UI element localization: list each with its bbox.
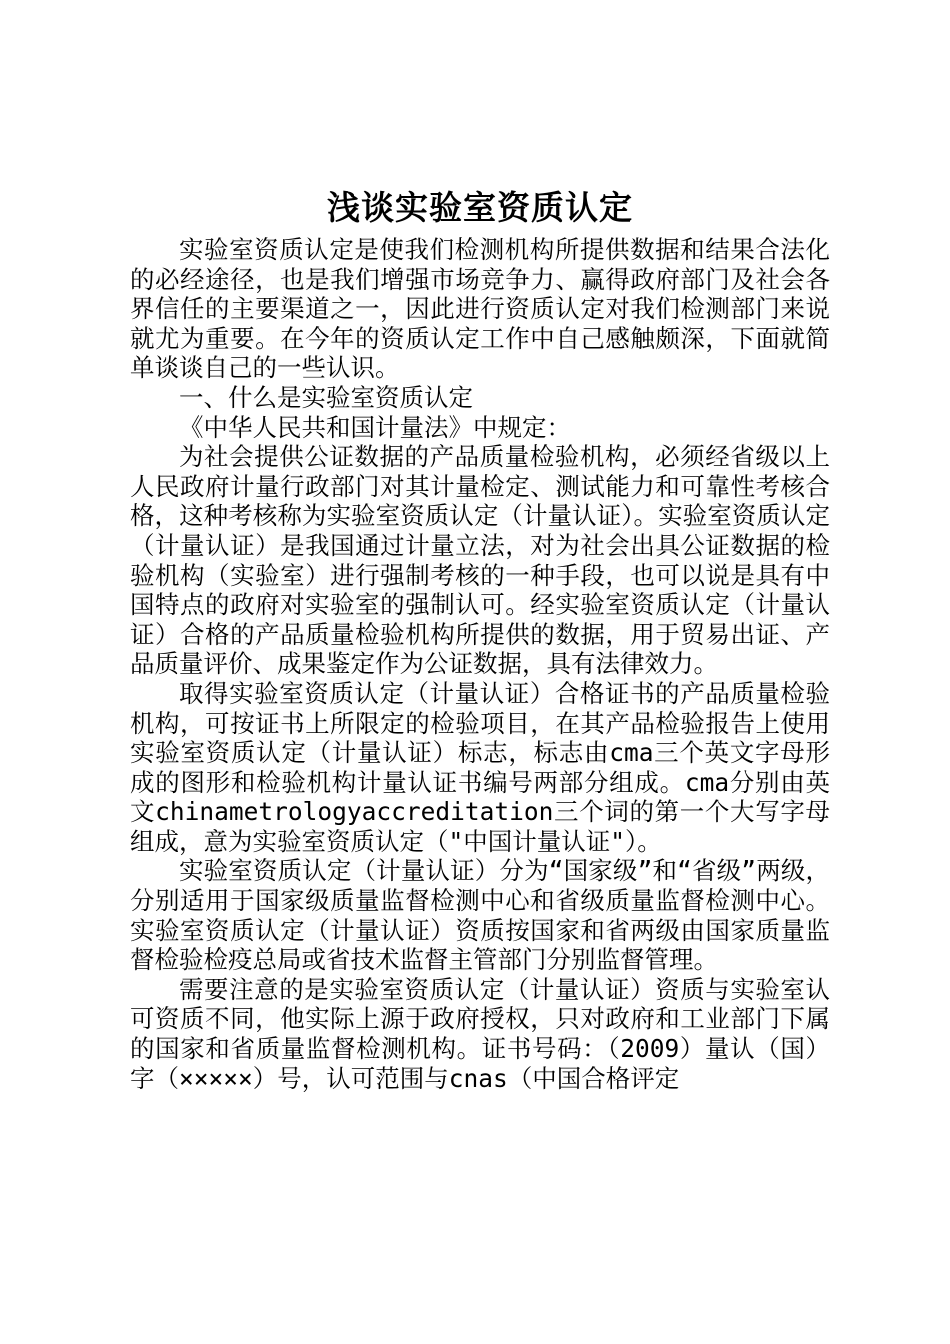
paragraph-law-citation: 《中华人民共和国计量法》中规定： <box>179 412 571 442</box>
paragraph-levels: 实验室资质认定（计量认证）分为“国家级”和“省级”两级，分别适用于国家级质量监督检测中心和省级质量监督检测中心。实验室资质认定（计量认证）资质按国家和省两级由国家质量监督检验检疫总局或省技术监督主管部门分别监督管理。 <box>130 856 830 975</box>
document-title: 浅谈实验室资质认定 <box>327 188 633 227</box>
document-page <box>130 185 830 1093</box>
section-heading-1: 一、什么是实验室资质认定 <box>179 382 473 412</box>
paragraph-intro: 实验室资质认定是使我们检测机构所提供数据和结果合法化的必经途径，也是我们增强市场竞争力、赢得政府部门及社会各界信任的主要渠道之一，因此进行资质认定对我们检测部门来说就尤为重要。在今年的资质认定工作中自己感触颇深，下面就简单谈谈自己的一些认识。 <box>130 235 830 383</box>
paragraph-cma-mark: 取得实验室资质认定（计量认证）合格证书的产品质量检验机构，可按证书上所限定的检验项目，在其产品检验报告上使用实验室资质认定（计量认证）标志，标志由cma三个英文字母形成的图形和检验机构计量认证书编号两部分组成。cma分别由英文chinametrologyaccreditation三个词的第一个大写字母组成，意为实验室资质认定（"中国计量认证"）。 <box>130 678 830 856</box>
paragraph-note: 需要注意的是实验室资质认定（计量认证）资质与实验室认可资质不同，他实际上源于政府授权，只对政府和工业部门下属的国家和省质量监督检测机构。证书号码：（2009）量认（国）字（×××××）号，认可范围与cnas（中国合格评定 <box>130 974 830 1093</box>
paragraph-definition: 为社会提供公证数据的产品质量检验机构，必须经省级以上人民政府计量行政部门对其计量检定、测试能力和可靠性考核合格，这种考核称为实验室资质认定（计量认证）。实验室资质认定（计量认证）是我国通过计量立法，对为社会出具公证数据的检验机构（实验室）进行强制考核的一种手段，也可以说是具有中国特点的政府对实验室的强制认可。经实验室资质认定（计量认证）合格的产品质量检验机构所提供的数据，用于贸易出证、产品质量评价、成果鉴定作为公证数据，具有法律效力。 <box>130 442 830 679</box>
